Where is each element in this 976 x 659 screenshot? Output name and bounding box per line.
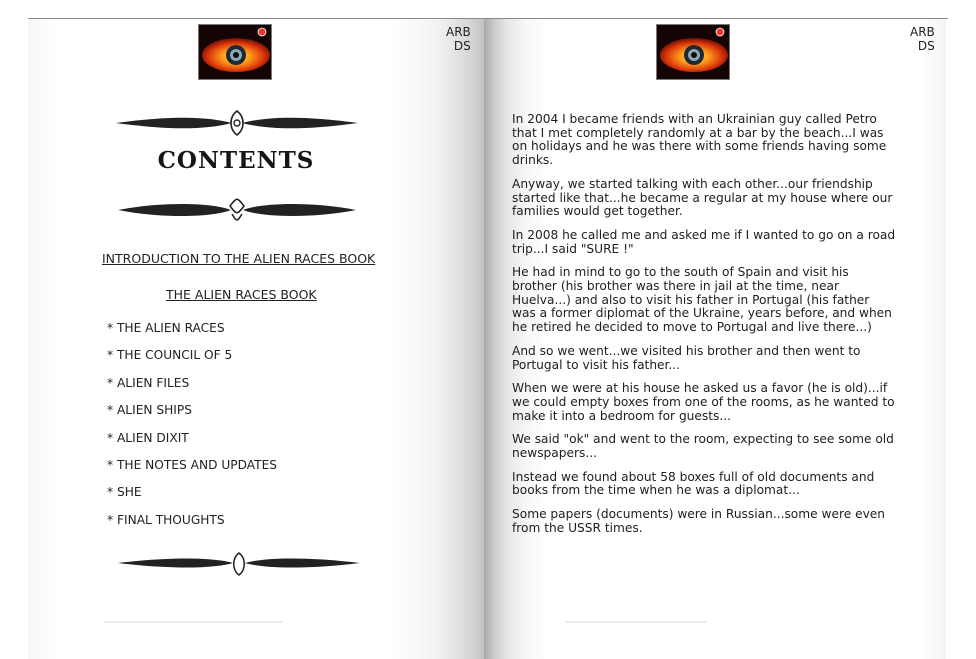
text-line: He had in mind to go to the south of Spain and visit his bbox=[512, 265, 849, 280]
story-paragraph bbox=[512, 433, 922, 460]
story-paragraph bbox=[512, 178, 922, 219]
corner-label bbox=[446, 25, 471, 53]
story-paragraph bbox=[512, 382, 922, 423]
text-line: on holidays and he was there with some friends having some bbox=[512, 139, 887, 154]
toc-list bbox=[107, 320, 277, 539]
text-line: Some papers (documents) were in Russian...some were even bbox=[512, 507, 886, 522]
text-line: newspapers... bbox=[512, 446, 597, 461]
faint-footer bbox=[566, 621, 706, 623]
story-paragraph bbox=[512, 471, 922, 498]
story-paragraph bbox=[512, 113, 922, 168]
faint-footer bbox=[104, 621, 282, 623]
toc-item[interactable]: * SHE bbox=[107, 485, 142, 500]
toc-link-alien-races-book[interactable]: THE ALIEN RACES BOOK bbox=[166, 287, 317, 302]
toc-item[interactable]: * THE COUNCIL OF 5 bbox=[107, 348, 233, 363]
contents-heading: CONTENTS bbox=[157, 147, 315, 174]
eye-icon bbox=[198, 24, 272, 80]
ornament-divider bbox=[116, 551, 362, 577]
toc-item[interactable]: * THE ALIEN RACES bbox=[107, 321, 225, 335]
eye-icon bbox=[656, 24, 730, 80]
corner-label-line: DS bbox=[453, 39, 471, 53]
story-paragraph bbox=[512, 508, 922, 535]
text-line: we could empty boxes from one of the rooms, as he wanted to bbox=[512, 394, 895, 409]
ornament-divider bbox=[114, 107, 360, 139]
text-line: started like that...he became a regular at my house where our bbox=[512, 190, 893, 205]
text-line: Portugal to visit his father... bbox=[512, 357, 681, 372]
text-line: Huelva...) and also to visit his father in Portugal (his father bbox=[512, 292, 870, 307]
text-line: from the USSR times. bbox=[512, 520, 643, 535]
toc-link-introduction[interactable]: INTRODUCTION TO THE ALIEN RACES BOOK bbox=[102, 251, 376, 266]
toc-item[interactable]: * ALIEN SHIPS bbox=[107, 403, 192, 418]
text-line: was a former diplomat of the Ukraine, years before, and when bbox=[512, 306, 892, 321]
toc-item[interactable]: * ALIEN FILES bbox=[107, 375, 190, 390]
toc-item[interactable]: * ALIEN DIXIT bbox=[107, 430, 189, 445]
text-line: brother (his brother was there in jail at the time, near bbox=[512, 279, 839, 294]
left-page bbox=[28, 19, 484, 659]
story-text bbox=[512, 113, 922, 546]
story-paragraph bbox=[512, 266, 922, 335]
toc-item[interactable]: * THE NOTES AND UPDATES bbox=[107, 457, 278, 472]
corner-label-line: ARB bbox=[446, 25, 471, 39]
text-line: books from the time when he was a diplomat... bbox=[512, 483, 800, 498]
text-line: And so we went...we visited his brother and then went to bbox=[512, 343, 861, 358]
toc-item[interactable]: * FINAL THOUGHTS bbox=[107, 512, 225, 527]
text-line: In 2008 he called me and asked me if I wanted to go on a road bbox=[512, 227, 896, 242]
text-line: We said "ok" and went to the room, expecting to see some old bbox=[512, 432, 894, 447]
text-line: make it into a bedroom for guests... bbox=[512, 408, 731, 423]
story-paragraph bbox=[512, 345, 922, 372]
corner-label-line: ARB bbox=[910, 25, 935, 39]
text-line: drinks. bbox=[512, 153, 554, 168]
corner-label bbox=[910, 25, 935, 53]
text-line: In 2004 I became friends with an Ukrainian guy called Petro bbox=[512, 112, 877, 126]
text-line: Instead we found about 58 boxes full of old documents and bbox=[512, 469, 875, 484]
story-paragraph bbox=[512, 229, 922, 256]
right-page bbox=[484, 19, 946, 659]
text-line: that I met completely randomly at a bar by the beach...I was bbox=[512, 125, 884, 140]
text-line: Anyway, we started talking with each other...our friendship bbox=[512, 176, 873, 191]
text-line: he retired he decided to move to Portugal and live there...) bbox=[512, 320, 872, 335]
ornament-divider bbox=[114, 195, 360, 225]
corner-label-line: DS bbox=[917, 39, 935, 53]
text-line: trip...I said "SURE !" bbox=[512, 241, 634, 256]
text-line: families would get together. bbox=[512, 204, 683, 219]
text-line: When we were at his house he asked us a favor (he is old)...if bbox=[512, 381, 888, 396]
